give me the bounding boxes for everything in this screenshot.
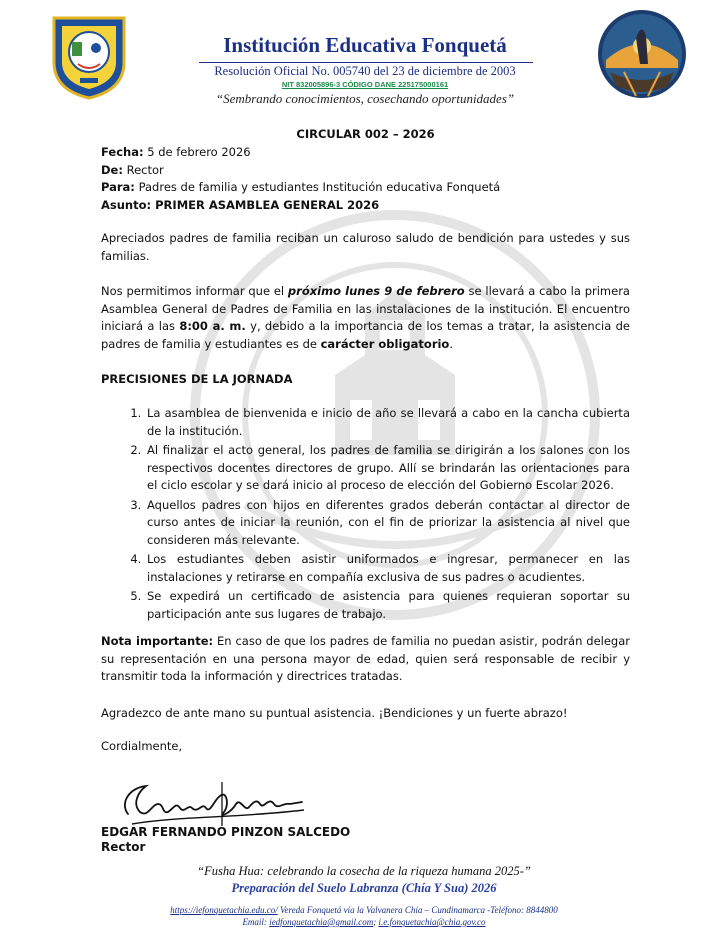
footer-address: Vereda Fonquetá vía la Valvanera Chía – Cundinamarca -Teléfono: 8844800 <box>277 905 558 915</box>
list-item: 4. Los estudiantes deben asistir uniformados e ingresar, permanecer en las instalaciones y retirarse en compañía exclusiva de sus padres o acudientes. <box>145 551 630 586</box>
from-label: De: <box>101 162 123 177</box>
email-link-1[interactable]: iedfonquetachia@gmail.com <box>269 917 374 927</box>
notice-date: próximo lunes 9 de febrero <box>287 284 465 298</box>
notice-text-3: y, debido a la importancia de los temas a tratar, la asistencia de padres de familia y estudiantes es de <box>101 319 631 351</box>
list-item: 5. Se expedirá un certificado de asistencia para quienes requieran soportar su participación ante sus lugares de trabajo. <box>145 588 630 623</box>
to-line <box>101 179 500 197</box>
note-label: Nota importante: <box>101 634 214 648</box>
notice-text-1: Nos permitimos informar que el <box>101 284 288 298</box>
email-separator: ; <box>373 917 379 927</box>
subject-line <box>101 197 500 215</box>
harvest-emblem-icon <box>596 8 688 100</box>
website-link[interactable]: https://iefonquetachia.edu.co/ <box>170 905 278 915</box>
to-label: Para: <box>101 180 135 194</box>
from-value: Rector <box>122 162 164 177</box>
footer-email-line <box>0 916 728 928</box>
closing-line: Cordialmente, <box>101 739 183 753</box>
subject-value: PRIMER ASAMBLEA GENERAL 2026 <box>151 197 380 212</box>
date-line <box>101 144 500 162</box>
important-note <box>101 633 630 686</box>
footer-contact <box>0 904 728 928</box>
thanks-line: Agradezco de ante mano su puntual asistencia. ¡Bendiciones y un fuerte abrazo! <box>101 706 568 720</box>
precisions-list <box>101 405 630 623</box>
institution-name: Institución Educativa Fonquetá <box>223 33 507 57</box>
precisions-heading: PRECISIONES DE LA JORNADA <box>101 372 293 386</box>
footer-slogan: “Fusha Hua: celebrando la cosecha de la riqueza humana 2025-” <box>197 864 531 878</box>
from-line <box>101 162 500 180</box>
footer-address-line <box>0 904 728 916</box>
signer-block <box>101 825 350 855</box>
resolution-line: Resolución Oficial No. 005740 del 23 de diciembre de 2003 <box>214 64 516 78</box>
note-text: En caso de que los padres de familia no puedan asistir, podrán delegar su representación en una persona mayor de edad, quien será responsable de recibir y transmitir toda la información y directrices tratadas. <box>101 634 630 683</box>
date-label: Fecha: <box>101 145 144 159</box>
nit-line: NIT 832005896-3 CÓDIGO DANE 225175000161 <box>281 80 449 89</box>
motto: “Sembrando conocimientos, cosechando oportunidades” <box>215 91 515 106</box>
subject-label: Asunto: <box>101 197 152 212</box>
notice-time: 8:00 a. m. <box>179 319 246 333</box>
letter-meta <box>101 144 500 214</box>
list-item: 1. La asamblea de bienvenida e inicio de año se llevará a cabo en la cancha cubierta de la institución. <box>145 405 630 440</box>
notice-mandatory: carácter obligatorio <box>320 336 450 351</box>
header-rule <box>199 62 533 63</box>
to-value: Padres de familia y estudiantes Institución educativa Fonquetá <box>134 180 501 194</box>
footer-subtitle: Preparación del Suelo Labranza (Chía Y Sua) 2026 <box>231 881 497 895</box>
signer-name: EDGAR FERNANDO PINZON SALCEDO <box>101 825 351 839</box>
email-link-2[interactable]: i.e.fonquetachia@chia.gov.co <box>378 917 486 927</box>
signer-role: Rector <box>101 840 146 854</box>
notice-text-2: se llevará a cabo la primera Asamblea General de Padres de Familia en las instalaciones de la institución. El encuentro iniciará a las <box>101 284 630 333</box>
school-crest-icon <box>50 12 128 100</box>
list-item: 2. Al finalizar el acto general, los padres de familia se dirigirán a los salones con los respectivos docentes directores de grupo. Allí se brindarán las orientaciones para el ciclo escolar y se dará inicio al proceso de elección del Gobierno Escolar 2026. <box>145 442 630 495</box>
email-label: Email: <box>242 917 270 927</box>
circular-title: CIRCULAR 002 – 2026 <box>296 127 435 141</box>
list-item: 3. Aquellos padres con hijos en diferentes grados deberán contactar al director de curso antes de iniciar la reunión, con el fin de priorizar la asistencia al nivel que consideren más relevante. <box>145 497 630 550</box>
greeting-paragraph: Apreciados padres de familia reciban un caluroso saludo de bendición para ustedes y sus familias. <box>101 231 630 263</box>
notice-paragraph <box>101 283 630 353</box>
date-value: 5 de febrero 2026 <box>143 145 251 159</box>
notice-end: . <box>449 336 453 351</box>
